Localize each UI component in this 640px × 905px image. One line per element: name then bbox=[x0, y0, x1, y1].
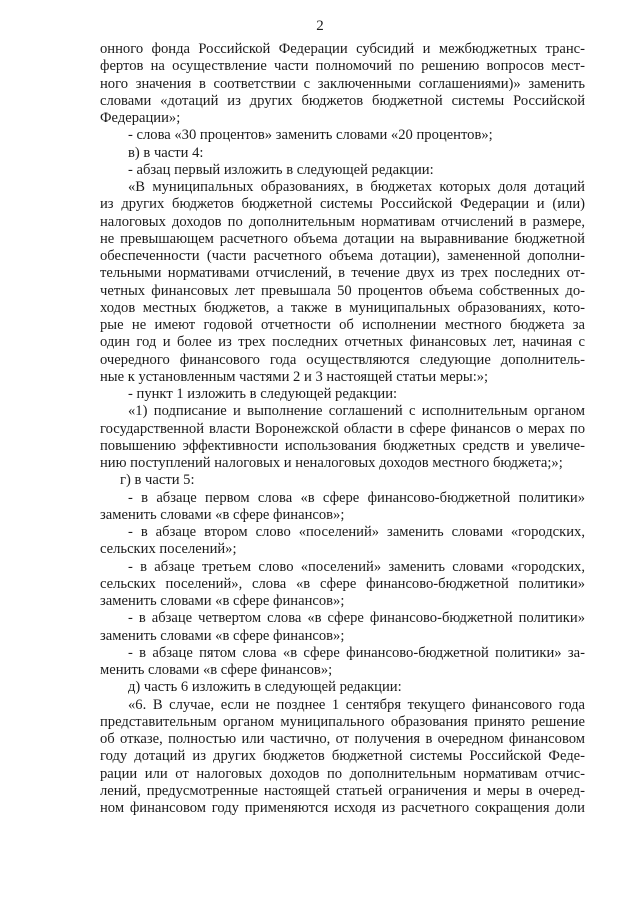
text-line: не превышающем расчетного объема дотации на выравнивание бюджетной bbox=[100, 230, 585, 247]
text-line: государственной власти Воронежской области в сфере финансов о мерах по bbox=[100, 420, 585, 437]
text-line: ные к установленным частями 2 и 3 настоящей статьи меры:»; bbox=[100, 368, 489, 385]
text-line: сельских поселений», слова «в сфере финансово-бюджетной политики» bbox=[100, 575, 585, 592]
text-line: ном финансовом году применяются исходя из расчетного сокращения доли bbox=[100, 800, 585, 816]
text-line: заменить словами «в сфере финансов»; bbox=[100, 506, 345, 523]
text-line: налоговых доходов по дополнительным нормативам отчислений в размере, bbox=[100, 213, 585, 230]
text-line: менить словами «в сфере финансов»; bbox=[100, 662, 333, 678]
text-line: четных финансовых лет превышала 50 процентов объема собственных до- bbox=[100, 282, 585, 299]
text-line: - в абзаце первом слова «в сфере финансово-бюджетной политики» bbox=[128, 489, 585, 506]
text-line: «1) подписание и выполнение соглашений с исполнительным органом bbox=[128, 403, 585, 420]
text-line: - в абзаце пятом слова «в сфере финансово-бюджетной политики» за- bbox=[128, 644, 585, 661]
text-line: - пункт 1 изложить в следующей редакции: bbox=[128, 386, 398, 402]
text-line: очередного финансового года осуществляются следующие дополнитель- bbox=[100, 351, 585, 368]
text-line: тельными нормативами отчислений, в течение двух из трех последних от- bbox=[100, 265, 585, 282]
text-line: представительным органом муниципального образования принято решение bbox=[100, 713, 585, 730]
text-line: повышению эффективности использования бюджетных средств и увеличе- bbox=[100, 437, 585, 454]
text-line: заменить словами «в сфере финансов»; bbox=[100, 593, 345, 609]
text-line: - слова «30 процентов» заменить словами «20 процентов»; bbox=[128, 127, 493, 144]
text-line: заменить словами «в сфере финансов»; bbox=[100, 627, 345, 644]
text-line: онного фонда Российской Федерации субсидий и межбюджетных транс- bbox=[100, 41, 585, 57]
text-line: об отказе, полностью или частично, от получения в очередном финансовом bbox=[100, 731, 585, 747]
text-line: ходов местных бюджетов, а также в муниципальных образованиях, кото- bbox=[100, 299, 585, 316]
text-line: один год и более из трех последних отчетных финансовых лет, начиная с bbox=[100, 334, 585, 351]
text-line: - абзац первый изложить в следующей редакции: bbox=[128, 161, 434, 178]
document-body bbox=[100, 41, 585, 817]
text-line: сельских поселений»; bbox=[100, 541, 237, 558]
text-line: - в абзаце третьем слово «поселений» заменить словами «городских, bbox=[128, 558, 585, 575]
text-line: словами «дотаций из других бюджетов бюджетной системы Российской bbox=[100, 92, 585, 109]
text-line: г) в части 5: bbox=[120, 472, 195, 489]
text-line: - в абзаце четвертом слова «в сфере финансово-бюджетной политики» bbox=[128, 610, 585, 627]
text-line: ного значения в соответствии с заключенными соглашениями)» заменить bbox=[100, 75, 585, 92]
text-line: обеспеченности (части расчетного объема дотации), замененной дополни- bbox=[100, 248, 585, 264]
text-line: из других бюджетов бюджетной системы Российской Федерации и (или) bbox=[100, 196, 585, 213]
text-line: лений, предусмотренные настоящей статьей ограничения и меры в очеред- bbox=[100, 782, 585, 799]
text-line: д) часть 6 изложить в следующей редакции: bbox=[128, 679, 402, 696]
page-number: 2 bbox=[316, 18, 324, 34]
text-line: «В муниципальных образованиях, в бюджетах которых доля дотаций bbox=[128, 179, 585, 195]
text-line: в) в части 4: bbox=[128, 144, 204, 161]
text-line: «6. В случае, если не позднее 1 сентября текущего финансового года bbox=[128, 696, 585, 713]
text-line: фертов на осуществление части полномочий по решению вопросов мест- bbox=[100, 58, 585, 75]
text-line: - в абзаце втором слово «поселений» заменить словами «городских, bbox=[128, 524, 585, 540]
text-line: рации или от налоговых доходов по дополнительным нормативам отчис- bbox=[100, 765, 585, 782]
text-line: Федерации»; bbox=[100, 110, 181, 126]
text-line: рые не имеют годовой отчетности об исполнении местного бюджета за bbox=[100, 317, 585, 333]
text-line: нию поступлений налоговых и неналоговых доходов местного бюджета;»; bbox=[100, 455, 563, 471]
text-line: году дотаций из других бюджетов бюджетной системы Российской Феде- bbox=[100, 748, 585, 765]
